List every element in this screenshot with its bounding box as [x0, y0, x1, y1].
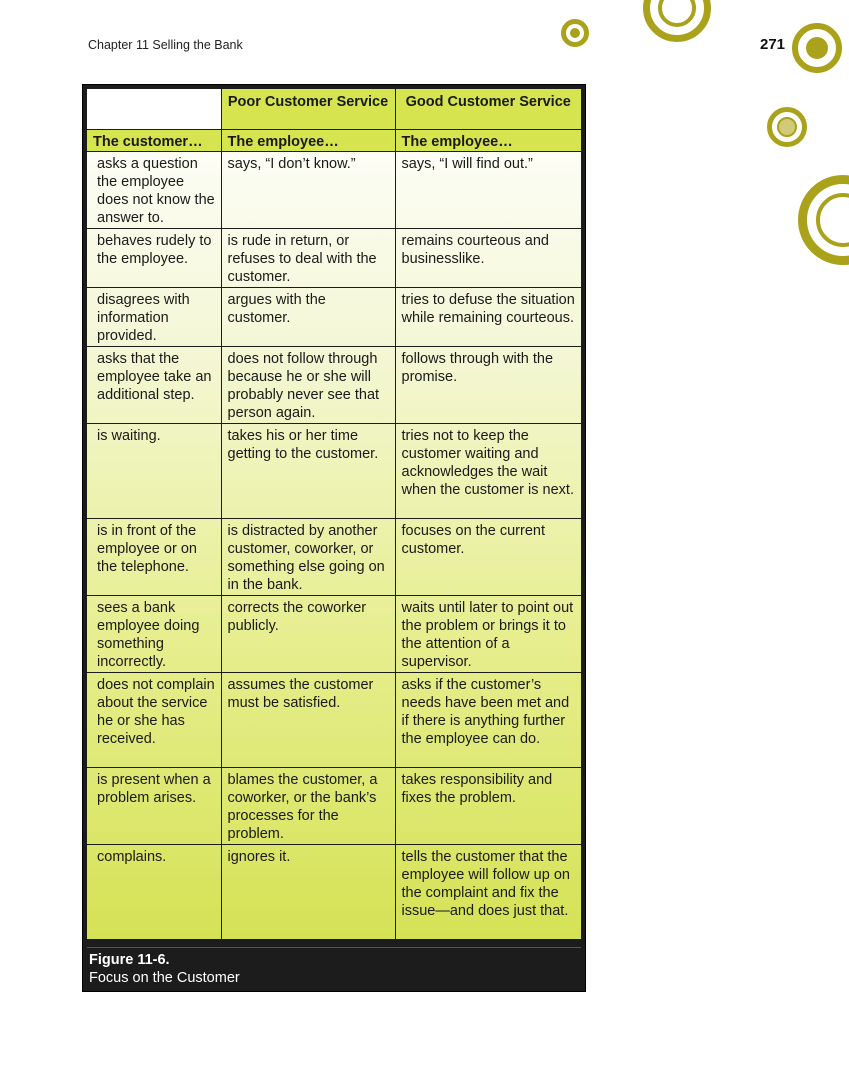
table-row	[87, 228, 581, 287]
cell-customer: disagrees with information provided.	[87, 287, 221, 346]
customer-service-table	[87, 89, 581, 940]
cell-good: follows through with the promise.	[395, 346, 581, 423]
cell-customer: asks that the employee take an additional step.	[87, 346, 221, 423]
table-row	[87, 346, 581, 423]
table-row	[87, 518, 581, 595]
figure-caption	[87, 947, 581, 987]
page-number: 271	[760, 36, 786, 53]
cell-good: remains courteous and businesslike.	[395, 228, 581, 287]
table-subheader-row	[87, 129, 581, 151]
header-poor-service: Poor Customer Service	[221, 89, 395, 129]
cell-customer: does not complain about the service he or she has received.	[87, 672, 221, 767]
table-row	[87, 844, 581, 939]
cell-customer: is present when a problem arises.	[87, 767, 221, 844]
cell-poor: assumes the customer must be satisfied.	[221, 672, 395, 767]
cell-good: focuses on the current customer.	[395, 518, 581, 595]
cell-poor: argues with the customer.	[221, 287, 395, 346]
cell-poor: does not follow through because he or she will probably never see that person again.	[221, 346, 395, 423]
cell-poor: is rude in return, or refuses to deal with the customer.	[221, 228, 395, 287]
cell-good: asks if the customer’s needs have been met and if there is anything further the employee can do.	[395, 672, 581, 767]
decor-ring-large	[798, 175, 849, 265]
figure-title: Focus on the Customer	[89, 970, 240, 986]
cell-customer: asks a question the employee does not know the answer to.	[87, 151, 221, 228]
cell-customer: behaves rudely to the employee.	[87, 228, 221, 287]
cell-poor: says, “I don’t know.”	[221, 151, 395, 228]
customer-service-table-container	[87, 89, 581, 940]
cell-poor: blames the customer, a coworker, or the bank’s processes for the problem.	[221, 767, 395, 844]
table-row	[87, 767, 581, 844]
cell-good: says, “I will find out.”	[395, 151, 581, 228]
table-row	[87, 423, 581, 518]
cell-good: tries not to keep the customer waiting and acknowledges the wait when the customer is next.	[395, 423, 581, 518]
subheader-employee-poor: The employee…	[221, 129, 395, 151]
header-good-service: Good Customer Service	[395, 89, 581, 129]
cell-customer: complains.	[87, 844, 221, 939]
figure-label: Figure 11-6.	[89, 952, 170, 968]
cell-poor: is distracted by another customer, coworker, or something else going on in the bank.	[221, 518, 395, 595]
decor-ring-top	[643, 0, 711, 42]
decor-ring-small	[561, 19, 589, 47]
table-row	[87, 287, 581, 346]
subheader-customer: The customer…	[87, 129, 221, 151]
cell-poor: corrects the coworker publicly.	[221, 595, 395, 672]
running-head: Chapter 11 Selling the Bank	[88, 38, 243, 52]
cell-good: tries to defuse the situation while remaining courteous.	[395, 287, 581, 346]
header-blank	[87, 89, 221, 129]
cell-good: tells the customer that the employee will follow up on the complaint and fix the issue—and does just that.	[395, 844, 581, 939]
table-row	[87, 151, 581, 228]
cell-customer: is in front of the employee or on the telephone.	[87, 518, 221, 595]
decor-ring-pagenum	[792, 23, 842, 73]
cell-poor: takes his or her time getting to the customer.	[221, 423, 395, 518]
table-row	[87, 672, 581, 767]
subheader-employee-good: The employee…	[395, 129, 581, 151]
cell-good: waits until later to point out the problem or brings it to the attention of a supervisor.	[395, 595, 581, 672]
cell-good: takes responsibility and fixes the problem.	[395, 767, 581, 844]
customer-service-figure	[82, 84, 586, 992]
table-row	[87, 595, 581, 672]
table-header-row	[87, 89, 581, 129]
cell-customer: is waiting.	[87, 423, 221, 518]
cell-customer: sees a bank employee doing something incorrectly.	[87, 595, 221, 672]
cell-poor: ignores it.	[221, 844, 395, 939]
decor-ring-mid	[767, 107, 807, 147]
